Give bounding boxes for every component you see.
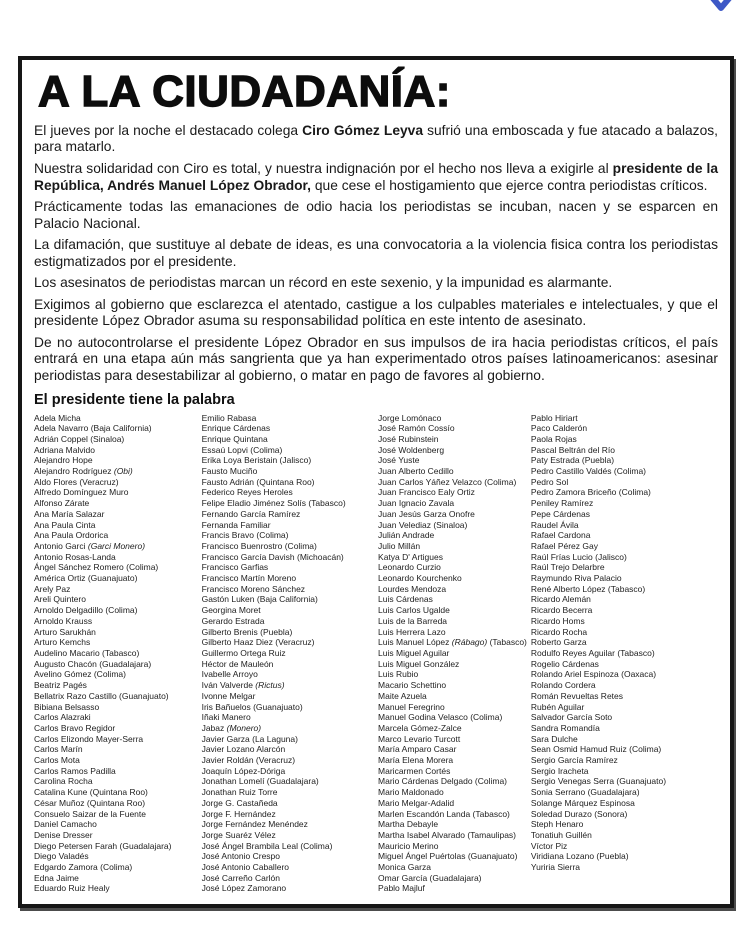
signatory-name: Jorge Suaréz Vélez: [201, 829, 276, 840]
signatory-name: Manuel Godina Velasco (Colima): [378, 712, 503, 723]
signatory-name: Consuelo Saizar de la Fuente: [34, 808, 146, 819]
signatory-name: Ana Paula Ordorica: [34, 530, 109, 541]
signatories-column: [378, 413, 531, 895]
signatory-name: Adrián Coppel (Sinaloa): [34, 433, 125, 444]
signatory-name: Martha Isabel Alvarado (Tamaulipas): [378, 829, 517, 840]
signatory-name: Gilberto Brenis (Puebla): [201, 626, 293, 637]
signatory-name: Jonathan Lomelí (Guadalajara): [201, 776, 319, 787]
signatory-name: Monica Garza: [378, 862, 431, 873]
paragraph: El jueves por la noche el destacado colega Ciro Gómez Leyva sufrió una emboscada y fue atacado a balazos, para matarlo.: [34, 122, 718, 155]
signatory-name: Ángel Sánchez Romero (Colima): [34, 562, 159, 573]
signatory-name: Francisco Garfias: [201, 562, 269, 573]
signatory-name: Denise Dresser: [34, 829, 93, 840]
signatory-name: Joaquín López-Dóriga: [201, 765, 286, 776]
signatory-name: Gastón Luken (Baja California): [201, 594, 318, 605]
signatory-name: Mario Maldonado: [378, 787, 444, 798]
signatory-name: Jabaz (Monero): [201, 722, 262, 733]
signatory-name: Emilio Rabasa: [201, 412, 257, 423]
signatory-name: Miguel Ángel Puértolas (Guanajuato): [378, 851, 518, 862]
signatory-name: Essaú Lopvi (Colima): [201, 444, 283, 455]
signatory-name: Rolando Cordera: [530, 680, 596, 691]
signatory-name: Pablo Hiriart: [530, 412, 578, 423]
signatory-name: Pablo Majluf: [378, 883, 425, 894]
signatory-name: Ricardo Rocha: [530, 626, 588, 637]
signatory-name: Rodulfo Reyes Aguilar (Tabasco): [530, 648, 655, 658]
signatory-name: Maite Azuela: [378, 690, 427, 701]
signatory-name: Carlos Ramos Padilla: [34, 765, 116, 776]
signatory-name: Iris Bañuelos (Guanajuato): [201, 701, 303, 712]
signatories-column: [202, 413, 378, 895]
signatory-name: Areli Quintero: [34, 594, 86, 605]
signatory-name: Raymundo Riva Palacio: [530, 573, 622, 584]
signatory-name: Luis Miguel González: [378, 658, 460, 669]
paragraph: Los asesinatos de periodistas marcan un récord en este sexenio, y la impunidad es alarmante.: [34, 275, 613, 291]
signatory-name: Jorge Lomónaco: [378, 412, 442, 423]
signatory-name: María Elena Morera: [378, 755, 454, 766]
signatory-name: Raudel Ávila: [530, 519, 579, 530]
signatory-name: Javier Garza (La Laguna): [201, 733, 298, 744]
signatory-name: Héctor de Mauleón: [201, 658, 274, 669]
signatory-name: Luis de la Barreda: [378, 615, 448, 626]
paragraph: Nuestra solidaridad con Ciro es total, y nuestra indignación por el hecho nos lleva a exigirle al presidente de la República, Andrés Manuel López Obrador, que cese el hostigamiento que ejerce contra periodistas críticos.: [34, 160, 719, 193]
signatory-name: Sara Dulche: [530, 733, 578, 744]
signatory-name: América Ortiz (Guanajuato): [34, 573, 138, 584]
signatory-name: Ana Paula Cinta: [34, 519, 96, 530]
signatory-name: Francis Bravo (Colima): [201, 530, 289, 541]
signatory-name: Carlos Marín: [34, 744, 83, 755]
signatory-name: Gerardo Estrada: [201, 615, 265, 626]
signatory-name: Juan Alberto Cedillo: [378, 466, 454, 477]
signatory-name: Pascal Beltrán del Río: [530, 444, 615, 455]
signatory-name: Mario Melgar-Adalid: [378, 797, 455, 808]
signatory-name: Salvador García Soto: [530, 712, 613, 723]
signatory-name: Maricarmen Cortés: [378, 765, 451, 776]
signatory-name: Pedro Zamora Briceño (Colima): [530, 487, 651, 498]
page-title: A LA CIUDADANÍA:: [38, 67, 451, 116]
signatory-name: Audelino Macario (Tabasco): [34, 648, 140, 658]
signatory-name: Alejandro Rodríguez (Obi): [34, 466, 133, 477]
signatory-name: Avelino Gómez (Colima): [34, 669, 126, 680]
signatory-name: Ivabelle Arroyo: [201, 669, 258, 680]
signatory-name: Fausto Adrián (Quintana Roo): [201, 476, 315, 487]
signatory-name: María Amparo Casar: [378, 744, 457, 755]
signatory-name: Julio Millán: [378, 540, 421, 551]
statement-paragraphs: [34, 123, 718, 385]
signatory-name: Leonardo Curzio: [378, 562, 441, 573]
signatory-name: Fernando García Ramírez: [201, 508, 301, 519]
signatory-name: Alfonso Zárate: [34, 498, 90, 509]
signatory-name: Arnoldo Krauss: [34, 615, 93, 626]
signatory-name: Luis Miguel Aguilar: [378, 648, 450, 658]
signatory-name: Aldo Flores (Veracruz): [34, 476, 119, 487]
signatory-name: Rubén Aguilar: [530, 701, 585, 712]
paragraph: La difamación, que sustituye al debate de ideas, es una convocatoria a la violencia fisica contra los periodistas estigmatizados por el presidente.: [34, 237, 718, 269]
signatory-name: Ricardo Becerra: [530, 605, 593, 616]
signatory-name: Federico Reyes Heroles: [201, 487, 293, 498]
signatory-name: Ricardo Homs: [530, 615, 585, 626]
signatory-name: Marcela Gómez-Zalce: [378, 722, 462, 733]
signatory-name: Marlen Escandón Landa (Tabasco): [378, 808, 510, 819]
signatory-name: Diego Petersen Farah (Guadalajara): [34, 840, 172, 851]
signatory-name: Ana María Salazar: [34, 508, 105, 519]
signatory-name: Paty Estrada (Puebla): [530, 455, 615, 466]
signatory-name: Iñaki Manero: [201, 712, 251, 723]
signatory-name: Manuel Feregrino: [378, 701, 445, 712]
signatory-name: Augusto Chacón (Guadalajara): [34, 658, 152, 669]
signatory-name: Eduardo Ruiz Healy: [34, 883, 110, 894]
paragraph: Prácticamente todas las emanaciones de odio hacia los periodistas se incuban, nacen y se esparcen en Palacio Nacional.: [34, 199, 718, 231]
signatory-name: José Rubinstein: [378, 433, 439, 444]
signatory-name: Francisco García Davish (Michoacán): [201, 551, 344, 562]
paragraph: De no autocontrolarse el presidente López Obrador en sus impulsos de ira hacia periodistas críticos, el país entrará en una etapa aún más sangrienta que ya han experimentado otros países latinoamericanos: asesinar periodistas para desestabilizar al gobierno, o matar en pago de favores al gobierno.: [34, 334, 718, 383]
signatory-name: Mario Cárdenas Delgado (Colima): [378, 776, 508, 787]
signatory-name: José Woldenberg: [378, 444, 445, 455]
signatory-name: José Antonio Crespo: [201, 851, 281, 862]
signatory-name: Pedro Sol: [530, 476, 569, 487]
signatory-name: Francisco Buenrostro (Colima): [201, 540, 317, 551]
signatory-name: Diego Valadés: [34, 851, 89, 862]
signatory-name: Martha Debayle: [378, 819, 439, 830]
signatory-name: Pedro Castillo Valdés (Colima): [530, 466, 646, 477]
signatory-name: Arnoldo Delgadillo (Colima): [34, 605, 138, 616]
signatory-name: Fausto Muciño: [201, 466, 258, 477]
signatory-name: Luis Carlos Ugalde: [378, 605, 450, 616]
signatory-name: Adela Micha: [34, 412, 81, 423]
signatory-name: Luis Herrera Lazo: [378, 626, 446, 637]
signatory-name: Juan Francisco Ealy Ortiz: [378, 487, 475, 498]
signatory-name: Enrique Cárdenas: [201, 423, 271, 434]
signatory-name: Juan Velediaz (Sinaloa): [378, 519, 468, 530]
signatory-name: José Carreño Carlón: [201, 872, 281, 883]
signatory-name: Luis Cárdenas: [378, 594, 433, 605]
signatory-name: Tonatiuh Guillén: [530, 829, 592, 840]
signatory-name: Gilberto Haaz Diez (Veracruz): [201, 637, 315, 648]
signatory-name: Arely Paz: [34, 583, 71, 594]
signatory-name: Sergio García Ramírez: [530, 755, 618, 766]
signatory-name: Rogelio Cárdenas: [530, 658, 599, 669]
signatory-name: Jorge Fernández Menéndez: [201, 819, 308, 830]
signatory-name: Viridiana Lozano (Puebla): [530, 851, 629, 862]
signatory-name: Felipe Eladio Jiménez Solís (Tabasco): [201, 498, 346, 509]
signatory-name: Steph Henaro: [530, 819, 584, 830]
signatory-name: Raúl Trejo Delarbre: [530, 562, 605, 573]
signatories-column: [34, 413, 202, 895]
signatory-name: Edgardo Zamora (Colima): [34, 862, 133, 873]
signatory-name: Víctor Piz: [530, 840, 568, 851]
chevron-down-icon[interactable]: [708, 0, 734, 13]
signatory-name: Luis Rubio: [378, 669, 419, 680]
signatory-name: Sergio Iracheta: [530, 765, 589, 776]
signatory-name: Juan Jesús Garza Onofre: [378, 508, 475, 519]
signatory-name: Catalina Kune (Quintana Roo): [34, 787, 148, 798]
signatory-name: Adriana Malvido: [34, 444, 95, 455]
signatory-name: César Muñoz (Quintana Roo): [34, 797, 146, 808]
signatory-name: Alejandro Hope: [34, 455, 93, 466]
signatory-name: Ricardo Alemán: [530, 594, 591, 605]
signatory-name: Juan Carlos Yáñez Velazco (Colima): [378, 476, 517, 487]
signatories-columns: [34, 413, 718, 895]
signatory-name: Fernanda Familiar: [201, 519, 271, 530]
signatory-name: Bibiana Belsasso: [34, 701, 100, 712]
signatory-name: Jonathan Ruiz Torre: [201, 787, 278, 798]
signatory-name: Sean Osmid Hamud Ruiz (Colima): [530, 744, 662, 755]
signatory-name: Rafael Cardona: [530, 530, 591, 541]
signatory-name: Ivonne Melgar: [201, 690, 256, 701]
signatory-name: Javier Lozano Alarcón: [201, 744, 286, 755]
signatories-column: [531, 413, 719, 895]
signatory-name: Antonio Garci (Garci Monero): [34, 540, 146, 551]
signatory-name: Lourdes Mendoza: [378, 583, 447, 594]
signatory-name: Katya D' Artigues: [378, 551, 443, 562]
signatory-name: José Antonio Caballero: [201, 862, 289, 873]
signatory-name: René Alberto López (Tabasco): [530, 583, 646, 594]
signatory-name: Román Revueltas Retes: [530, 690, 624, 701]
signatory-name: Guillermo Ortega Ruiz: [201, 648, 286, 658]
signatory-name: Francisco Moreno Sánchez: [201, 583, 306, 594]
signatory-name: Javier Roldán (Veracruz): [201, 755, 296, 766]
signatory-name: José López Zamorano: [201, 883, 287, 894]
signatory-name: Jorge G. Castañeda: [201, 797, 278, 808]
signatory-name: Solange Márquez Espinosa: [530, 797, 635, 808]
signatory-name: Beatriz Pagés: [34, 680, 87, 691]
signatory-name: José Yuste: [378, 455, 420, 466]
signatory-name: Carolina Rocha: [34, 776, 93, 787]
signatory-name: Julián Andrade: [378, 530, 435, 541]
signatory-name: Edna Jaime: [34, 872, 79, 883]
signatory-name: Carlos Bravo Regidor: [34, 722, 116, 733]
statement-document: [18, 56, 734, 908]
signatory-name: Enrique Quintana: [201, 433, 268, 444]
signatory-name: Sonia Serrano (Guadalajara): [530, 787, 640, 798]
signatory-name: Paola Rojas: [530, 433, 577, 444]
signatory-name: Bellatrix Razo Castillo (Guanajuato): [34, 690, 169, 701]
signatory-name: Adela Navarro (Baja California): [34, 423, 152, 434]
signatory-name: Alfredo Domínguez Muro: [34, 487, 129, 498]
signatory-name: Georgina Moret: [201, 605, 261, 616]
signatory-name: Leonardo Kourchenko: [378, 573, 462, 584]
signatory-name: Luis Manuel López (Rábago) (Tabasco): [378, 637, 527, 648]
signatory-name: Peniley Ramírez: [530, 498, 594, 509]
signatory-name: Yuriria Sierra: [530, 862, 581, 873]
signatory-name: Antonio Rosas-Landa: [34, 551, 116, 562]
signatory-name: Carlos Mota: [34, 755, 80, 766]
signatory-name: Rafael Pérez Gay: [530, 540, 598, 551]
signatory-name: Iván Valverde (Rictus): [201, 680, 285, 691]
signatory-name: Macario Schettino: [378, 680, 447, 691]
signatory-name: Jorge F. Hernández: [201, 808, 276, 819]
signatory-name: Sergio Venegas Serra (Guanajuato): [530, 776, 667, 787]
signatory-name: Francisco Martín Moreno: [201, 573, 297, 584]
signatory-name: Daniel Camacho: [34, 819, 97, 830]
signatory-name: Marco Levario Turcott: [378, 733, 461, 744]
signatory-name: Raúl Frías Lucio (Jalisco): [530, 551, 627, 562]
signatory-name: Carlos Elizondo Mayer-Serra: [34, 733, 144, 744]
signatory-name: Carlos Alazraki: [34, 712, 91, 723]
signatory-name: Arturo Sarukhán: [34, 626, 96, 637]
signatory-name: Sandra Romandía: [530, 722, 600, 733]
signatory-name: Omar García (Guadalajara): [378, 872, 482, 883]
signatory-name: Juan Ignacio Zavala: [378, 498, 455, 509]
paragraph: Exigimos al gobierno que esclarezca el atentado, castigue a los culpables materiales e intelectuales, y que el presidente López Obrador asuma su responsabilidad política en este intento de asesinato.: [34, 296, 718, 329]
signatory-name: Erika Loya Beristain (Jalisco): [201, 455, 312, 466]
signatory-name: Arturo Kemchs: [34, 637, 91, 648]
signatory-name: Pepe Cárdenas: [530, 508, 590, 519]
signatory-name: Roberto Garza: [530, 637, 587, 648]
roster-heading: El presidente tiene la palabra: [34, 391, 235, 408]
signatory-name: Paco Calderón: [530, 423, 588, 434]
signatory-name: Mauricio Merino: [378, 840, 439, 851]
signatory-name: José Ramón Cossío: [378, 423, 455, 434]
signatory-name: Rolando Ariel Espinoza (Oaxaca): [530, 669, 657, 680]
signatory-name: José Ángel Brambila Leal (Colima): [201, 840, 333, 851]
signatory-name: Soledad Durazo (Sonora): [530, 808, 628, 819]
